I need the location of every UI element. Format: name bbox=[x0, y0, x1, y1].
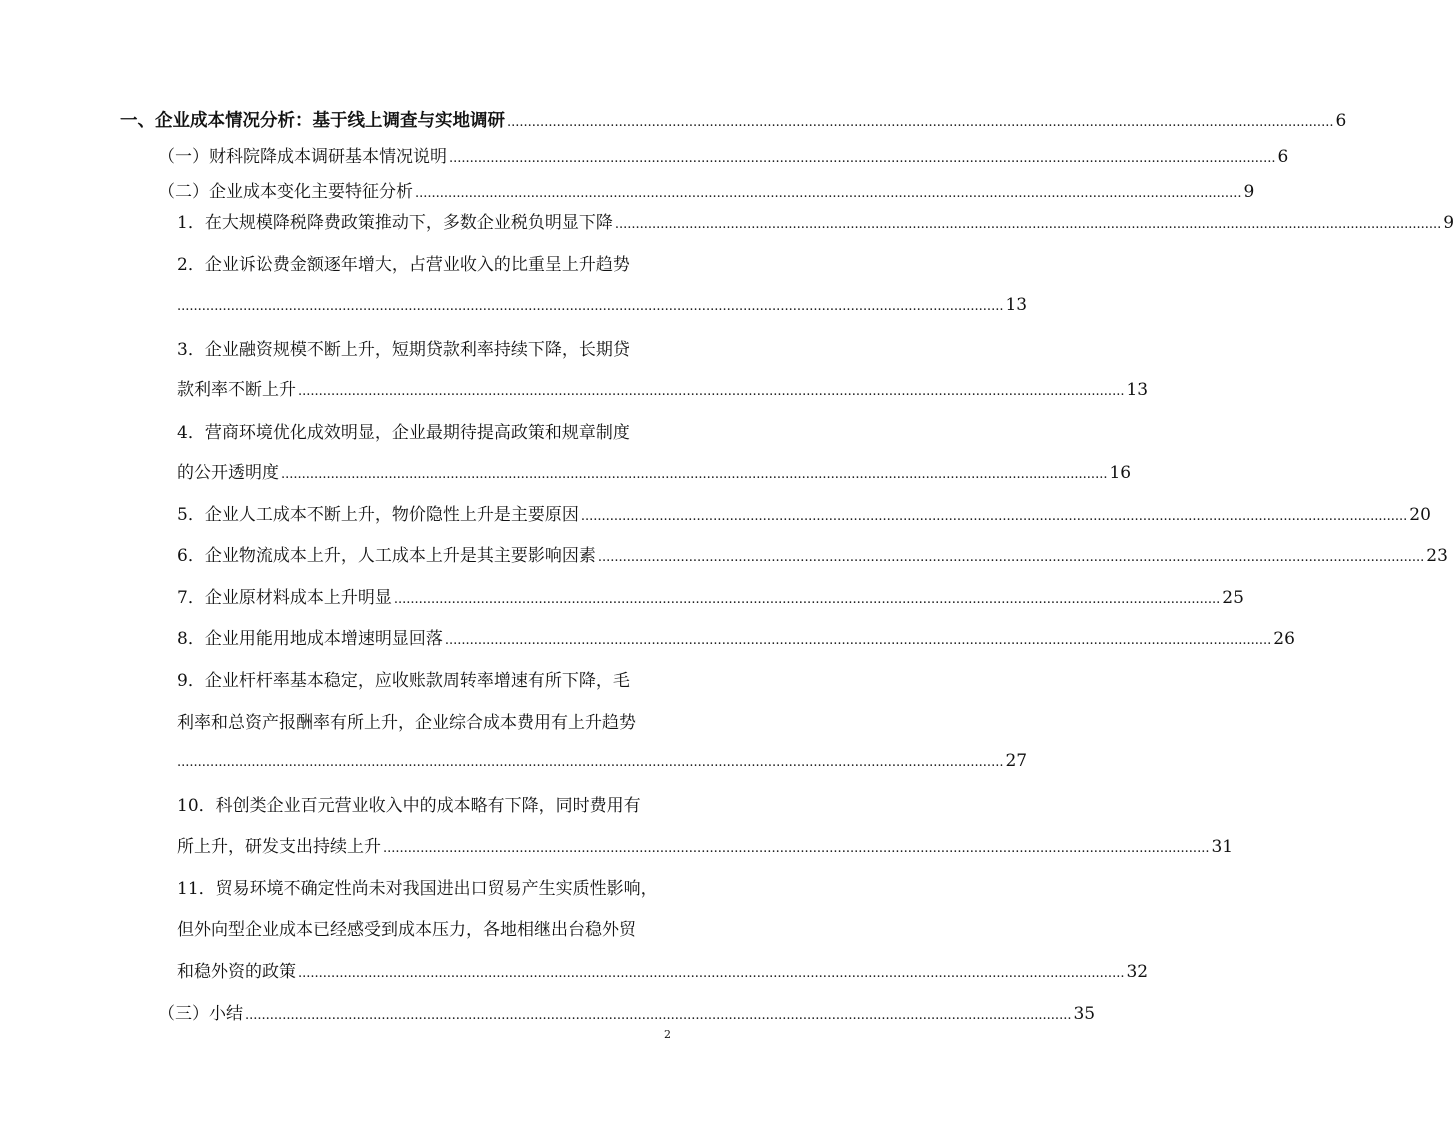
leader-dots bbox=[445, 633, 1271, 648]
toc-entry[interactable] bbox=[0, 996, 1096, 1026]
leader-dots bbox=[177, 299, 1003, 314]
toc-entry-text: 7．企业原材料成本上升明显 bbox=[177, 587, 392, 608]
leader-dots bbox=[581, 509, 1407, 524]
toc-entry[interactable] bbox=[0, 104, 1347, 134]
toc-entry-page: 13 bbox=[1005, 295, 1028, 315]
toc-entry-page: 32 bbox=[1126, 961, 1149, 982]
leader-dots bbox=[507, 115, 1333, 130]
toc-entry[interactable] bbox=[0, 538, 1448, 568]
leader-dots bbox=[394, 592, 1220, 607]
toc-entry-text: 款利率不断上升 bbox=[177, 379, 296, 400]
leader-dots bbox=[598, 550, 1424, 565]
toc-entry[interactable] bbox=[0, 829, 1234, 859]
toc-entry-page: 9 bbox=[1243, 181, 1255, 202]
leader-dots bbox=[298, 384, 1124, 399]
toc-entry-text: 但外向型企业成本已经感受到成本压力，各地相继出台稳外贸 bbox=[177, 919, 636, 940]
toc-entry-text: 1．在大规模降税降费政策推动下，多数企业税负明显下降 bbox=[177, 212, 613, 233]
toc-entry-page: 26 bbox=[1273, 628, 1295, 649]
toc-entry-text: 9．企业杆杆率基本稳定，应收账款周转率增速有所下降，毛 bbox=[177, 670, 630, 691]
toc-entry-page: 20 bbox=[1409, 504, 1431, 525]
toc-entry[interactable] bbox=[0, 580, 1244, 610]
toc-entry-text: 所上升，研发支出持续上升 bbox=[177, 836, 381, 857]
toc-entry-text: 5．企业人工成本不断上升，物价隐性上升是主要原因 bbox=[177, 504, 579, 525]
toc-entry[interactable] bbox=[0, 174, 1255, 204]
toc-entry-text: 4．营商环境优化成效明显，企业最期待提高政策和规章制度 bbox=[177, 422, 630, 443]
toc-entry[interactable] bbox=[0, 290, 1028, 320]
toc-entry-page: 35 bbox=[1073, 1003, 1096, 1024]
page-number: 2 bbox=[664, 1028, 671, 1041]
leader-dots bbox=[615, 217, 1441, 232]
toc-entry-page: 16 bbox=[1109, 462, 1132, 483]
toc-entry[interactable] bbox=[0, 205, 1454, 235]
toc-entry-text: 11．贸易环境不确定性尚未对我国进出口贸易产生实质性影响， bbox=[177, 878, 658, 899]
leader-dots bbox=[281, 467, 1107, 482]
toc-entry[interactable] bbox=[0, 954, 1149, 984]
toc-entry-text: 一、企业成本情况分析：基于线上调查与实地调研 bbox=[120, 110, 505, 131]
toc-entry-text: （三）小结 bbox=[158, 1003, 243, 1024]
toc-entry[interactable] bbox=[0, 621, 1295, 651]
toc-entry-page: 9 bbox=[1443, 212, 1454, 233]
toc-entry-page: 27 bbox=[1005, 751, 1028, 771]
toc-entry-text: 8．企业用能用地成本增速明显回落 bbox=[177, 628, 443, 649]
toc-entry-page: 23 bbox=[1426, 545, 1448, 566]
toc-entry[interactable] bbox=[0, 455, 1132, 485]
toc-entry[interactable] bbox=[0, 497, 1431, 527]
toc-entry-text: 10．科创类企业百元营业收入中的成本略有下降，同时费用有 bbox=[177, 795, 641, 816]
toc-entry-text: 6．企业物流成本上升，人工成本上升是其主要影响因素 bbox=[177, 545, 596, 566]
toc-entry[interactable] bbox=[0, 247, 793, 277]
leader-dots bbox=[415, 186, 1241, 201]
toc-entry-text: （二）企业成本变化主要特征分析 bbox=[158, 181, 413, 202]
toc-entry-text: 2．企业诉讼费金额逐年增大，占营业收入的比重呈上升趋势 bbox=[177, 254, 630, 275]
toc-entry[interactable] bbox=[0, 912, 793, 942]
toc-entry[interactable] bbox=[0, 788, 793, 818]
toc-entry[interactable] bbox=[0, 746, 1028, 776]
toc-entry-text: 的公开透明度 bbox=[177, 462, 279, 483]
toc-entry-page: 25 bbox=[1222, 587, 1244, 608]
leader-dots bbox=[383, 841, 1209, 856]
leader-dots bbox=[298, 966, 1124, 981]
toc-entry[interactable] bbox=[0, 415, 793, 445]
toc-entry-text: 利率和总资产报酬率有所上升，企业综合成本费用有上升趋势 bbox=[177, 712, 636, 733]
toc-entry[interactable] bbox=[0, 663, 793, 693]
toc-entry-page: 31 bbox=[1211, 836, 1234, 857]
toc-entry[interactable] bbox=[0, 139, 1289, 169]
toc-entry-page: 6 bbox=[1277, 146, 1289, 167]
toc-entry[interactable] bbox=[0, 332, 793, 362]
leader-dots bbox=[177, 755, 1003, 770]
toc-entry-text: 3．企业融资规模不断上升，短期贷款利率持续下降，长期贷 bbox=[177, 339, 630, 360]
leader-dots bbox=[245, 1008, 1071, 1023]
toc-entry-page: 6 bbox=[1335, 110, 1347, 131]
toc-entry[interactable] bbox=[0, 705, 793, 735]
toc-entry[interactable] bbox=[0, 372, 1149, 402]
toc-entry-text: （一）财科院降成本调研基本情况说明 bbox=[158, 146, 447, 167]
toc-entry-page: 13 bbox=[1126, 379, 1149, 400]
toc-entry-text: 和稳外资的政策 bbox=[177, 961, 296, 982]
leader-dots bbox=[449, 151, 1275, 166]
toc-entry[interactable] bbox=[0, 871, 793, 901]
